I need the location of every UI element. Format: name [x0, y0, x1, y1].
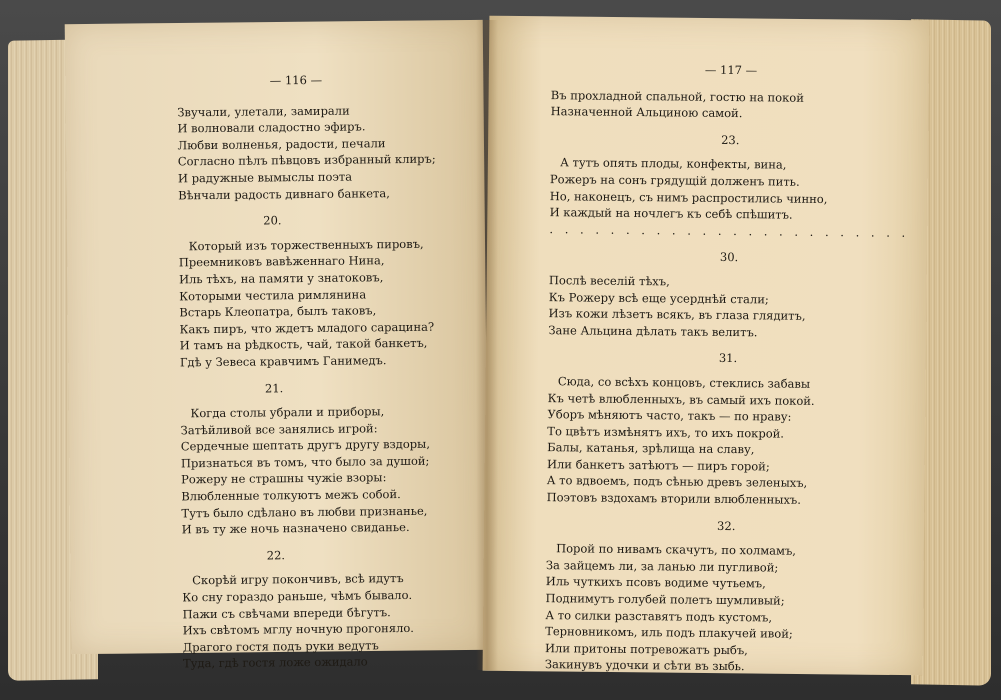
verse-line: Но, наконецъ, съ нимъ распростились чинно, [549, 188, 828, 206]
verse-line: Какъ пиръ, что ждетъ младого сарацина? [179, 319, 435, 337]
stanza-number: 22. [266, 548, 286, 563]
verse-line: Любви волненья, радости, печали [177, 135, 386, 153]
verse-line: И въ ту же ночь назначено свиданье. [181, 520, 410, 537]
verse-line: Гдѣ у Зевеса кравчимъ Ганимедъ. [179, 353, 387, 370]
verse-line: Вѣнчали радость дивнаго банкета, [178, 185, 390, 202]
verse-line: Рожеру не страшны чужіе взоры: [181, 470, 387, 487]
stanza-30 [548, 247, 909, 342]
verse-line: Изъ кожи лѣзетъ всякъ, въ глаза глядитъ, [548, 306, 806, 323]
verse-line: И радужные вымыслы поэта [177, 169, 353, 186]
verse-line: Терновникомъ, иль подъ плакучей ивой; [545, 624, 793, 641]
stanza-22 [182, 545, 441, 672]
stanza-number: 21. [264, 380, 284, 395]
stanza-number: 31. [718, 351, 738, 366]
book-gutter [476, 20, 498, 670]
verse-line: Которыми честила римлянина [179, 286, 367, 303]
verse-line: И волновали сладостно эфиръ. [177, 119, 366, 136]
verse-line: Или притоны потревожатъ рыбъ, [544, 640, 748, 658]
stanza-21 [180, 378, 440, 538]
page-number: — 117 — [704, 62, 758, 78]
verse-line: Иль тѣхъ, на памяти у знатоковъ, [178, 270, 384, 287]
verse-line: Встарь Клеопатра, былъ таковъ, [179, 303, 377, 320]
stanza-31 [547, 348, 908, 509]
verse-line: Когда столы убрали и приборы, [190, 404, 385, 421]
verse-line: То цвѣтъ измѣнятъ ихъ, то ихъ покрой. [547, 423, 785, 441]
verse-line: Рожеръ на сонъ грядущій долженъ пить. [549, 172, 800, 189]
verse-line: Сердечные шептать другъ другу вздоры, [180, 437, 431, 454]
verse-line: А то вдвоемъ, подъ сѣнью древъ зеленыхъ, [546, 473, 808, 491]
verse-line: Драгого гостя подъ руки ведутъ [182, 638, 379, 655]
verse-line: А то силки разставятъ подъ кустомъ, [545, 607, 773, 625]
verse-line: Который изъ торжественныхъ пировъ, [188, 236, 424, 254]
verse-line: Скорѣй игру покончивъ, всѣ идутъ [192, 571, 404, 588]
stanza-number: 30. [719, 250, 739, 265]
verse-line: Пажи съ свѣчами впереди бѣгутъ. [182, 604, 391, 621]
stanza-intro [177, 101, 436, 203]
page-number: — 116 — [269, 72, 323, 88]
right-page-text [545, 60, 911, 677]
ellipsis-dots: . . . . . . . . . . . . . . . . . . . . . . . . [549, 221, 910, 240]
verse-line: Согласно пѣлъ пѣвцовъ избранный клиръ; [177, 152, 436, 169]
verse-line: А тутъ опять плоды, конфекты, вина, [560, 155, 787, 172]
stanza-number: 20. [263, 213, 282, 228]
verse-line: Ко сну гораздо раньше, чѣмъ бывало. [182, 587, 413, 605]
verse-line: Къ Рожеру всѣ еще усерднѣй стали; [548, 289, 769, 306]
verse-line: Затѣйливой все занялись игрой: [180, 420, 378, 438]
verse-line: Иль чуткихъ псовъ водиме чутьемъ, [545, 574, 766, 591]
verse-line: Зане Альцина дѣлать такъ велитъ. [548, 322, 758, 340]
verse-line: Уборъ мѣняютъ часто, такъ — по нраву: [547, 407, 792, 424]
verse-line: Поднимутъ голубей полетъ шумливый; [545, 591, 785, 608]
verse-line: Назначенной Альциною самой. [550, 104, 743, 121]
verse-line: Признаться въ томъ, что было за душой; [180, 453, 430, 471]
verse-line: Или банкетъ затѣютъ — пиръ горой; [546, 456, 770, 474]
verse-line: И тамъ на рѣдкость, чай, такой банкетъ, [179, 336, 428, 353]
verse-line: Порой по нивамъ скачутъ, по холмамъ, [556, 541, 797, 558]
stanza-number: 23. [721, 132, 740, 147]
verse-line: Послѣ веселій тѣхъ, [548, 273, 670, 289]
stanza-23 [549, 130, 910, 241]
verse-line: Сюда, со всѣхъ концовъ, стеклись забавы [557, 374, 811, 391]
verse-line: Преемниковъ вавѣженнаго Нина, [178, 253, 385, 270]
verse-line: Въ прохладной спальной, гостю на покой [550, 87, 804, 105]
verse-line: Тутъ было сдѣлано въ любви признанье, [181, 503, 428, 520]
left-page-text [177, 71, 441, 673]
stanza-20 [178, 211, 438, 371]
stanza-continued [551, 87, 911, 124]
verse-line: Закинувъ удочки и сѣти въ зыбь. [544, 657, 745, 674]
verse-line: За зайцемъ ли, за ланью ли пугливой; [545, 557, 779, 575]
verse-line: Влюбленные толкуютъ межъ собой. [181, 487, 401, 504]
verse-line: Балы, катанья, зрѣлища на славу, [547, 440, 755, 457]
stanza-number: 32. [717, 518, 736, 533]
verse-line: И каждый на ночлегъ къ себѣ спѣшитъ. [549, 205, 793, 222]
stanza-32 [545, 516, 906, 677]
verse-line: Поэтовъ вздохамъ вторили влюбленныхъ. [546, 490, 802, 507]
verse-line: Звучали, улетали, замирали [177, 103, 350, 119]
verse-line: Къ четѣ влюбленныхъ, въ самый ихъ покой. [547, 390, 815, 408]
verse-line: Туда, гдѣ гостя ложе ожидало [182, 654, 368, 671]
verse-line: Ихъ свѣтомъ мглу ночную прогоняло. [182, 621, 415, 638]
